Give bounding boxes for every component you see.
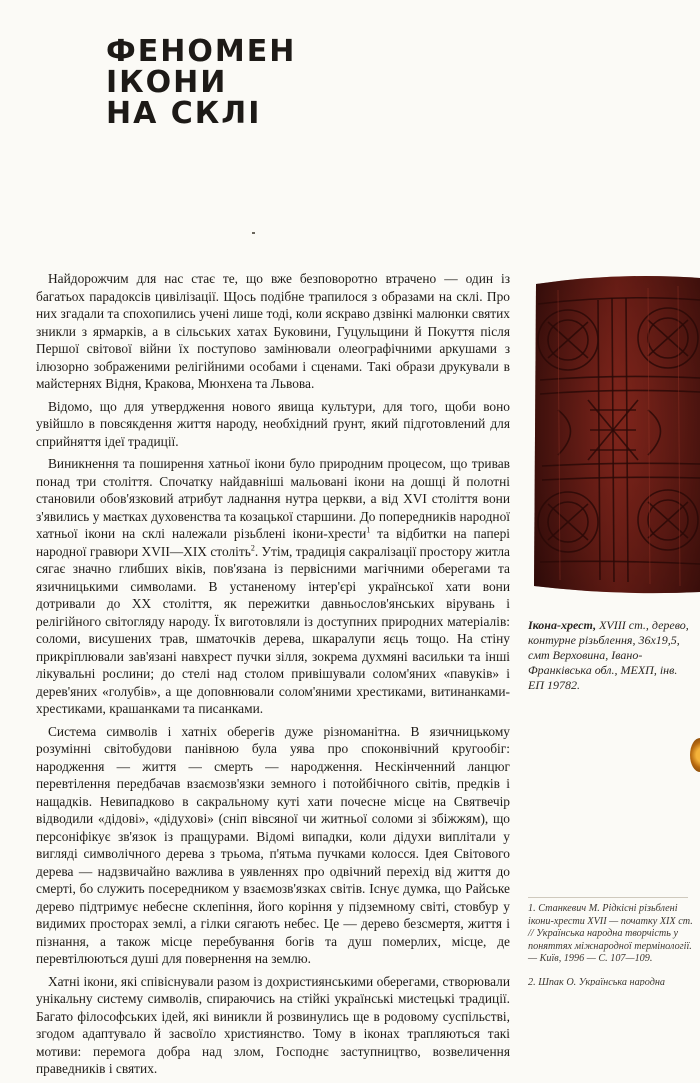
title-line-3: НА СКЛІ [106,96,262,131]
image-caption [528,618,696,693]
page-title [106,36,296,129]
paragraph-4: Система символів і хатніх оберегів дуже різноманітна. В язичницькому розумінні світобудови панівною була уява про споконвічний кругообіг: народження — життя — смерть — народження. Нескінченний ланцюг перевтілення передбачав взаємозв'язки земного і потойбічного світів, предків і нащадків. Невипадково в сакральному куті хати почесне місце на Святвечір відводили «дідові», «дідухові» (сніп вівсяної чи житньої соломи зі збіжжям), що персоніфікує зв'язок із пращурами. Відомі випадки, коли дідухи виплітали у вигляді символічного дерева з трьома, п'ятьма пучками колосся. Ідея Світового дерева — надзвичайно важлива в уявленнях про одвічний перехід від життя до смерті, бо служить посередником у взаємозв'язках світів. Існує думка, що Райське дерево підтримує небесне склепіння, його коріння у підземному світі, стовбур у видимих просторах землі, а гілки сягають небес. Це — дерево безсмертя, життя і пізнання, а також місце перебування богів та душ померлих, місце, де перевтілюються душі для повернення на землю. [36,723,510,966]
paragraph-3-part-c: . Утім, традиція сакралізації простору житла сягає значно глибших віків, пов'язана із первісними магічними оберегами та язичницькими символами. В устаненому інтер'єрі української хати вони дотривали до XX століття, як пережитки давньослов'янських вірувань і релігійного світогляду народу. Їх виготовляли із доступних природних матеріалів: соломи, висушених трав, шматочків дерева, шкаралупи яєць тощо. На стіну прикріплювали зав'язані навхрест пучки зілля, зокрема духмяні васильки та інші лікувальні рослини; до стелі над столом привішували солом'яних «павуків» і дерев'яних «голубів», а ще доповнювали солом'яними хрестиками, витинанками-хрестиками, крашанками та писанками. [36,543,511,716]
title-line-2: ІКОНИ [106,65,228,100]
caption-title: Ікона-хрест, [528,618,597,632]
footnote-divider [528,897,688,898]
footnote-ref-2[interactable]: 2 [250,543,255,553]
paragraph-3-part-a: Виникнення та поширення хатньої ікони було природним процесом, що тривав понад три століття. Спочатку найдавніші мальовані ікони на дошці й полотні становили обов'язковий атрибут ладнання нутра церкви, а від XVI століття вони з'явились у маєтках духовенства та козацької старшини. До попередників народної хатньої ікони на склі належали різьблені ікони-хрести [36,456,510,541]
paragraph-5: Хатні ікони, які співіснували разом із дохристиянськими оберегами, створювали унікальну систему символів, спираючись на стійкі українські мистецькі традиції. Багато філософських ідей, які виникли й розвинулись ще в родовому суспільстві, згодом адаптувало й засвоїло християнство. Тому в іконах трапляються такі мотиви: перемога добра над злом, Господнє заступництво, возвеличення праведників і святих. [36,973,510,1076]
decorative-dot [252,232,255,234]
carved-icon-cross-photo [528,270,700,596]
paragraph-3-part-b: та відбитки на папері народної гравюри XVII—XIX століть [36,526,510,559]
caption-text: XVIII ст., дерево, контурне різьблення, 36х19,5, смт Верховина, Івано-Франківська обл., МЕХП, інв. ЕП 19782. [528,618,689,692]
footnote-1: 1. Станкевич М. Рідкісні різьблені ікони-хрести XVII — початку XIX ст. // Українська народна творчість у поняттях міжнародної термінології. — Київ, 1996 — С. 107—109. [528,903,693,964]
footnotes [528,903,696,997]
footnote-2: 2. Шпак О. Українська народна [528,976,666,986]
footnote-ref-1[interactable]: 1 [366,525,371,535]
gold-medallion-ornament [690,738,700,772]
article-body [36,270,510,1083]
title-line-1: ФЕНОМЕН [106,34,297,69]
paragraph-3 [36,455,510,718]
paragraph-1: Найдорожчим для нас стає те, що вже безповоротно втрачено — один із багатьох парадоксів цивілізації. Щось подібне трапилося з образами на склі. Про них згадали та спохопились учені лише тоді, коли яскраво дзвінкі малюнки святих зникли з ярмарків, а в сільських хатах Буковини, Гуцульщини й Покуття після Першої світової війни їх поступово замінювали олеографічними аркушами з ілюзорно зображеними релігійними особами і сценами. Такі образи друкували в майстернях Відня, Кракова, Мюнхена та Львова. [36,271,510,391]
paragraph-2: Відомо, що для утвердження нового явища культури, для того, щоби воно увійшло в повсякдення життя народу, необхідний ґрунт, який підготовлений для сприйняття ідеї традиції. [36,398,510,449]
